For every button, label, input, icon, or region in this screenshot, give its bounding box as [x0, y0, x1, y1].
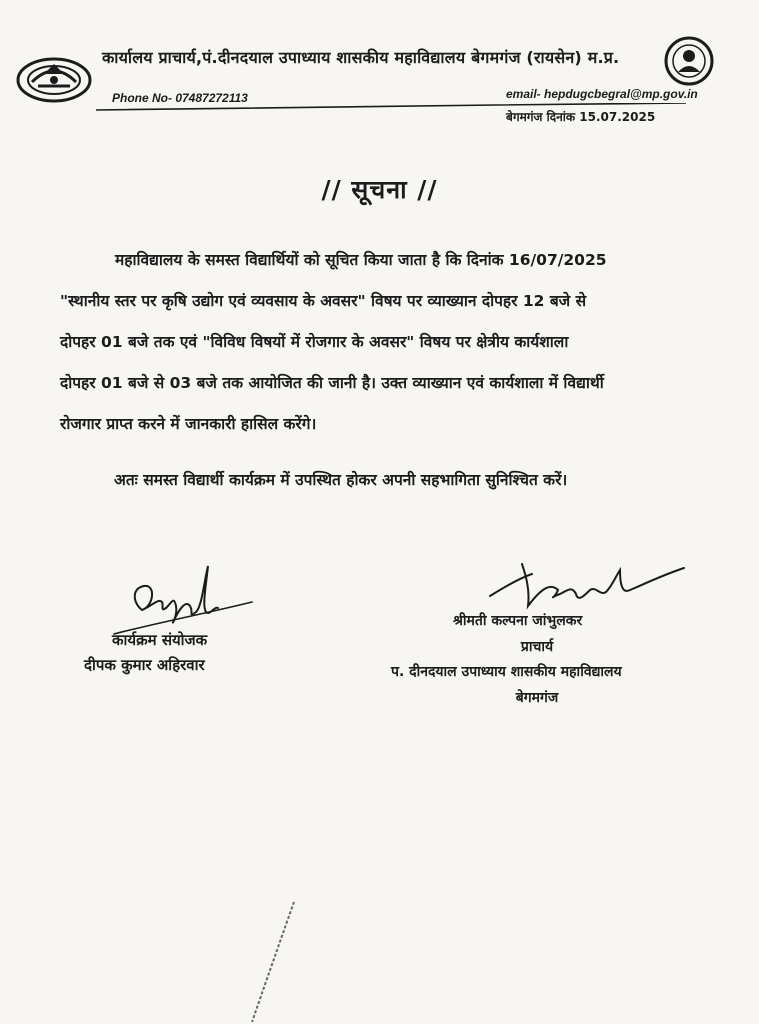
- issue-date: बेगमगंज दिनांक 15.07.2025: [506, 110, 656, 124]
- coordinator-role: कार्यक्रम संयोजक: [112, 631, 208, 649]
- letterhead-title: कार्यालय प्राचार्य,पं.दीनदयाल उपाध्याय शासकीय महाविद्यालय बेगमगंज (रायसेन) म.प्र.: [102, 48, 620, 67]
- paper-mark: [240, 900, 300, 1024]
- principal-college: प. दीनदयाल उपाध्याय शासकीय महाविद्यालय: [391, 664, 622, 680]
- body-line: दोपहर 01 बजे से 03 बजे तक आयोजित की जानी है। उक्त व्याख्यान एवं कार्यशाला में विद्यार्थी: [60, 374, 604, 392]
- principal-name: श्रीमती कल्पना जांभुलकर: [453, 613, 583, 629]
- email-address: email- hepdugcbegral@mp.gov.in: [506, 87, 698, 101]
- closing-line: अतः समस्त विद्यार्थी कार्यक्रम में उपस्थित होकर अपनी सहभागिता सुनिश्चित करें।: [114, 471, 568, 489]
- notice-body: [60, 240, 736, 445]
- portrait-seal-icon: [664, 36, 714, 86]
- principal-role: प्राचार्य: [520, 639, 554, 655]
- notice-title: // सूचना //: [321, 175, 438, 204]
- college-emblem-icon: [14, 52, 94, 104]
- body-line: "स्थानीय स्तर पर कृषि उद्योग एवं व्यवसाय के अवसर" विषय पर व्याख्यान दोपहर 12 बजे से: [60, 292, 587, 310]
- body-line: रोजगार प्राप्त करने में जानकारी हासिल करेंगे।: [60, 415, 317, 433]
- body-line: दोपहर 01 बजे तक एवं "विविध विषयों में रोजगार के अवसर" विषय पर क्षेत्रीय कार्यशाला: [60, 333, 569, 351]
- principal-place: बेगमगंज: [515, 690, 559, 706]
- phone-number: Phone No- 07487272113: [112, 91, 248, 105]
- coordinator-name: दीपक कुमार अहिरवार: [84, 656, 205, 674]
- body-line: महाविद्यालय के समस्त विद्यार्थियों को सूचित किया जाता है कि दिनांक 16/07/2025: [115, 251, 607, 269]
